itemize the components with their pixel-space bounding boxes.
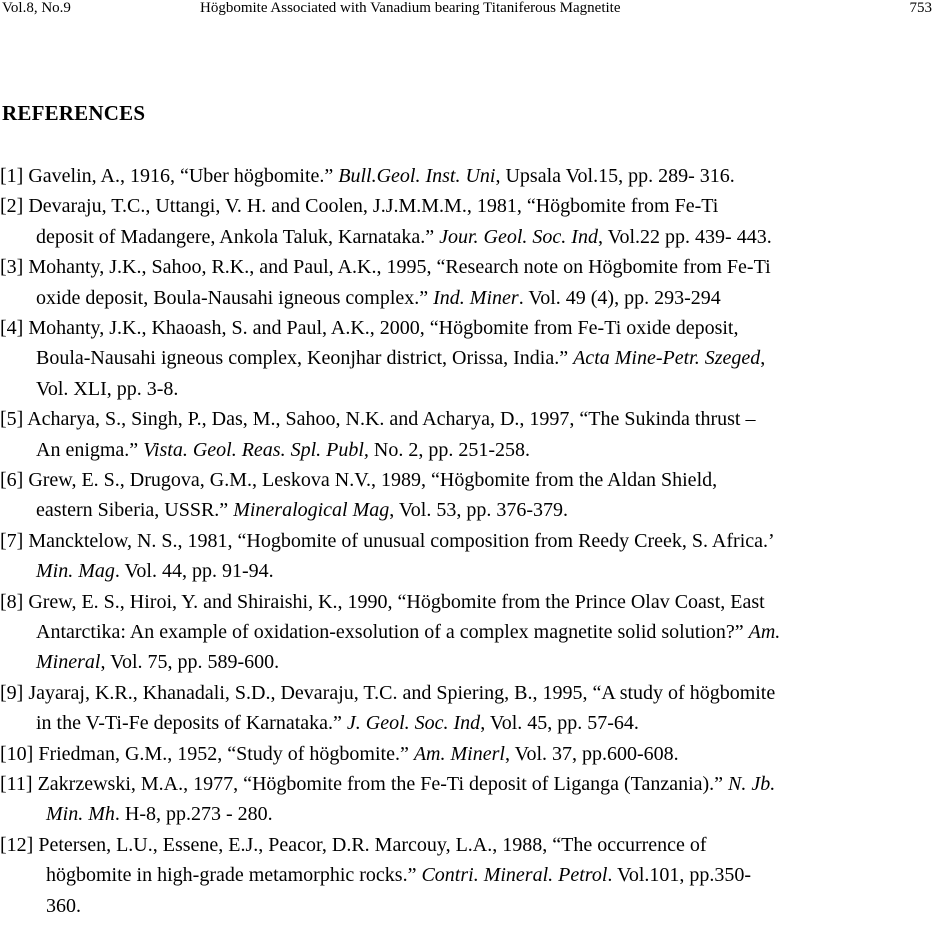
reference-continuation-line — [36, 650, 279, 674]
reference-italic-text: Am. — [748, 621, 781, 643]
reference-text: , Vol. 45, pp. 57-64. — [480, 712, 639, 735]
reference-text: , Vol. 53, pp. 376-379. — [389, 499, 569, 522]
reference-text: [7] Mancktelow, N. S., 1981, “Hogbomite of unusual composition from Reedy Creek, S. Africa.’ — [0, 529, 775, 552]
reference-first-line — [0, 681, 775, 705]
reference-text: [1] Gavelin, A., 1916, “Uber högbomite.” — [0, 165, 339, 187]
reference-text: [9] Jayaraj, K.R., Khanadali, S.D., Devaraju, T.C. and Spiering, B., 1995, “A study of högbomite — [0, 681, 776, 704]
reference-continuation-line — [36, 377, 178, 401]
reference-continuation-line — [36, 498, 568, 522]
reference-continuation-line — [36, 559, 274, 583]
reference-continuation-line — [36, 620, 780, 644]
reference-continuation-line — [36, 438, 530, 462]
reference-first-line — [0, 468, 717, 492]
reference-continuation-line — [46, 802, 273, 826]
header-page-number: 753 — [909, 0, 932, 16]
reference-text: . H-8, pp.273 - 280. — [114, 803, 273, 826]
reference-text: [6] Grew, E. S., Drugova, G.M., Leskova N.V., 1989, “Högbomite from the Aldan Shield, — [0, 469, 718, 491]
reference-text: 360. — [46, 894, 81, 917]
reference-first-line — [0, 529, 775, 553]
reference-text: . Vol. 44, pp. 91-94. — [114, 560, 274, 583]
reference-first-line — [0, 194, 718, 218]
reference-text: . Vol. 49 (4), pp. 293-294 — [518, 286, 721, 309]
reference-italic-text: N. Jb. — [728, 773, 776, 795]
reference-first-line — [0, 164, 735, 188]
reference-italic-text: Min. Mag — [36, 560, 115, 583]
reference-continuation-line — [36, 225, 772, 249]
header-volume: Vol.8, No.9 — [2, 0, 71, 16]
reference-first-line — [0, 407, 755, 431]
reference-text: Vol. XLI, pp. 3-8. — [36, 377, 179, 400]
reference-text: . Vol.101, pp.350- — [607, 864, 752, 887]
reference-continuation-line — [36, 346, 765, 370]
reference-text: [5] Acharya, S., Singh, P., Das, M., Sahoo, N.K. and Acharya, D., 1997, “The Sukinda thrust – — [0, 408, 756, 431]
reference-text: No. 2, pp. 251-258. — [368, 438, 531, 461]
reference-italic-text: Min. Mh — [46, 803, 115, 826]
reference-text: [12] Petersen, L.U., Essene, E.J., Peacor, D.R. Marcouy, L.A., 1988, “The occurrence of — [0, 833, 707, 856]
header-running-title: Högbomite Associated with Vanadium bearing Titaniferous Magnetite — [200, 0, 621, 16]
reference-text: , Vol. 37, pp.600-608. — [504, 742, 679, 765]
reference-text: [8] Grew, E. S., Hiroi, Y. and Shiraishi, K., 1990, “Högbomite from the Prince Olav Coast, East — [0, 590, 765, 613]
reference-text: Boula-Nausahi igneous complex, Keonjhar district, Orissa, India.” — [36, 347, 574, 370]
reference-text: [4] Mohanty, J.K., Khaoash, S. and Paul, A.K., 2000, “Högbomite from Fe-Ti oxide deposit, — [0, 317, 739, 339]
reference-text: eastern Siberia, USSR.” — [36, 499, 234, 522]
reference-italic-text: J. Geol. Soc. Ind — [346, 712, 481, 735]
reference-text: , — [760, 347, 766, 370]
reference-first-line — [0, 772, 775, 796]
reference-text: in the V-Ti-Fe deposits of Karnataka.” — [36, 712, 347, 735]
reference-text: Antarctika: An example of oxidation-exsolution of a complex magnetite solid solution?” — [36, 621, 749, 643]
reference-italic-text: Contri. Mineral. Petrol — [421, 864, 608, 887]
reference-continuation-line — [36, 711, 639, 735]
reference-first-line — [0, 742, 679, 766]
section-title: REFERENCES — [2, 101, 146, 125]
reference-first-line — [0, 833, 707, 857]
reference-text: oxide deposit, Boula-Nausahi igneous complex.” — [36, 286, 434, 309]
reference-italic-text: Jour. Geol. Soc. Ind — [439, 225, 598, 248]
reference-italic-text: Bull.Geol. Inst. Uni — [338, 165, 496, 187]
reference-italic-text: Mineralogical Mag — [233, 499, 390, 522]
reference-italic-text: Ind. Miner — [433, 286, 519, 309]
reference-continuation-line — [36, 286, 721, 310]
running-header — [0, 0, 934, 20]
reference-text: , Vol. 75, pp. 589-600. — [100, 651, 280, 674]
reference-text: An enigma.” — [36, 438, 144, 461]
reference-italic-text: Am. Minerl — [413, 742, 505, 765]
reference-continuation-line — [46, 863, 751, 887]
reference-italic-text: Vista. Geol. Reas. Spl. Publ, — [143, 438, 369, 461]
reference-text: [3] Mohanty, J.K., Sahoo, R.K., and Paul, A.K., 1995, “Research note on Högbomite from Fe-Ti — [0, 256, 771, 279]
reference-text: , Upsala Vol.15, pp. 289- 316. — [495, 165, 735, 187]
reference-text: deposit of Madangere, Ankola Taluk, Karnataka.” — [36, 225, 440, 248]
reference-text: högbomite in high-grade metamorphic rocks.” — [46, 864, 422, 887]
reference-italic-text: Mineral — [36, 651, 101, 674]
reference-text: [11] Zakrzewski, M.A., 1977, “Högbomite from the Fe-Ti deposit of Liganga (Tanzania).” — [0, 773, 729, 795]
reference-text: [2] Devaraju, T.C., Uttangi, V. H. and Coolen, J.J.M.M.M., 1981, “Högbomite from Fe-Ti — [0, 195, 719, 218]
reference-italic-text: Acta Mine-Petr. Szeged — [573, 347, 761, 370]
reference-first-line — [0, 255, 771, 279]
reference-first-line — [0, 590, 765, 614]
reference-continuation-line — [46, 894, 81, 918]
reference-text: , Vol.22 pp. 439- 443. — [597, 225, 772, 248]
reference-text: [10] Friedman, G.M., 1952, “Study of högbomite.” — [0, 742, 414, 765]
reference-first-line — [0, 316, 738, 340]
